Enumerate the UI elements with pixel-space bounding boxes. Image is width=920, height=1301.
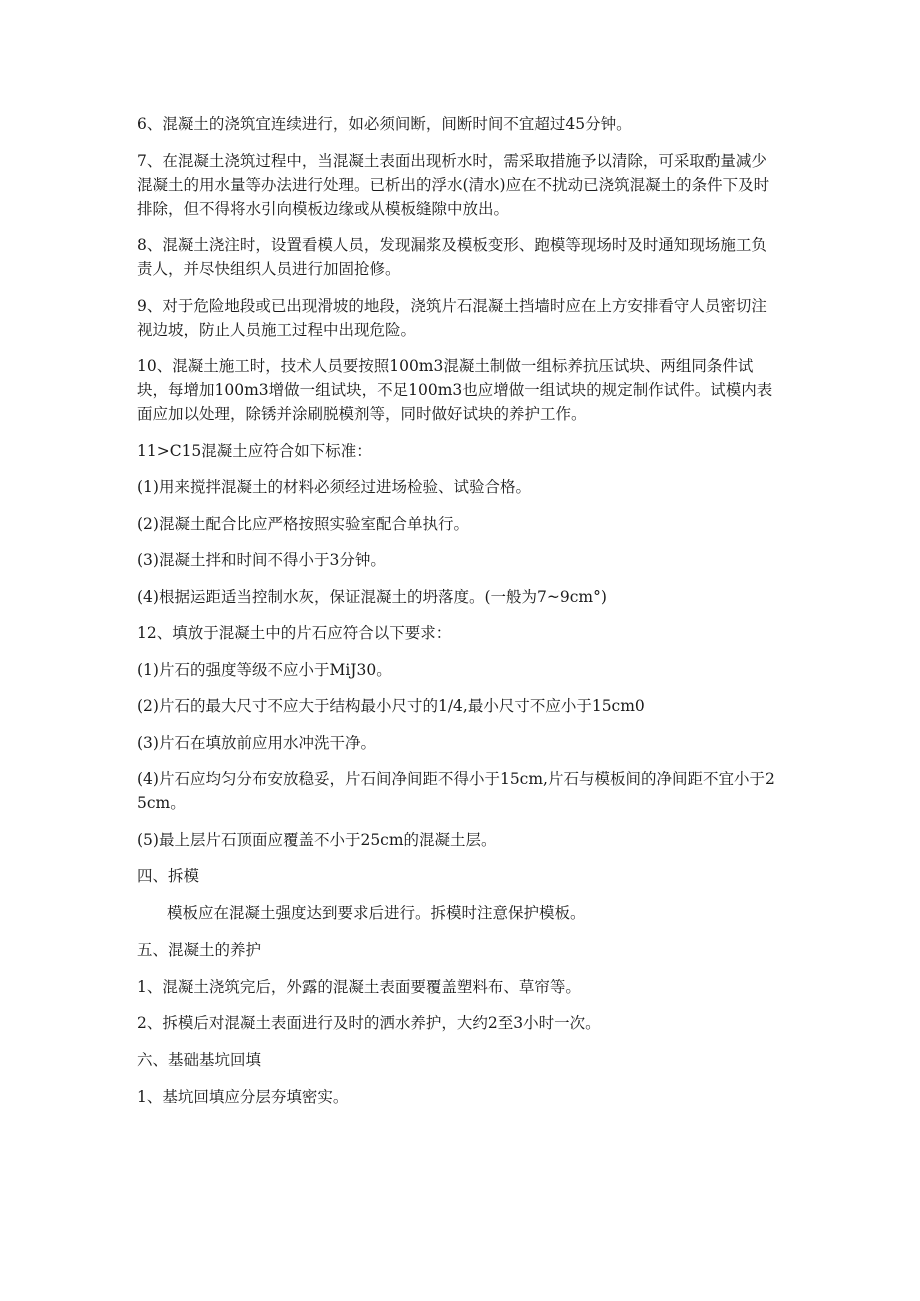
sub-item-11-2: (2)混凝土配合比应严格按照实验室配合单执行。 — [137, 514, 469, 533]
section-heading-foundation-backfill: 六、基础基坑回填 — [137, 1050, 262, 1069]
section-heading-concrete-curing: 五、混凝土的养护 — [137, 940, 262, 959]
sub-item-11-4: (4)根据运距适当控制水灰，保证混凝土的坍落度。(一般为7~9cm°) — [137, 587, 607, 606]
sub-item-12-2: (2)片石的最大尺寸不应大于结构最小尺寸的1/4,最小尺寸不应小于15cm0 — [137, 697, 645, 715]
paragraph-item-11: 11>C15混凝土应符合如下标准： — [137, 441, 372, 460]
sub-item-11-3: (3)混凝土拌和时间不得小于3分钟。 — [137, 551, 386, 569]
sub-item-12-5: (5)最上层片石顶面应覆盖不小于25cm的混凝土层。 — [137, 830, 497, 849]
sub-item-12-3: (3)片石在填放前应用水冲洗干净。 — [137, 733, 376, 752]
backfill-item-1: 1、基坑回填应分层夯填密实。 — [137, 1087, 349, 1106]
document-page — [137, 112, 782, 1121]
paragraph-item-7: 7、在混凝土浇筑过程中，当混凝土表面出现析水时，需采取措施予以清除，可采取酌量减少混凝土的用水量等办法进行处理。已析出的浮水(清水)应在不扰动已浇筑混凝土的条件下及时排除，但不得将水引向模板边缘或从模板缝隙中放出。 — [137, 151, 770, 218]
sub-item-11-1: (1)用来搅拌混凝土的材料必须经过进场检验、试验合格。 — [137, 478, 531, 496]
paragraph-item-9: 9、对于危险地段或已出现滑坡的地段，浇筑片石混凝土挡墙时应在上方安排看守人员密切注视边坡，防止人员施工过程中出现危险。 — [137, 296, 767, 339]
sub-item-12-4: (4)片石应均匀分布安放稳妥，片石间净间距不得小于15cm,片石与模板间的净间距不宜小于25cm。 — [137, 770, 775, 812]
paragraph-item-8: 8、混凝土浇注时，设置看模人员，发现漏浆及模板变形、跑模等现场时及时通知现场施工负责人，并尽快组织人员进行加固抢修。 — [137, 236, 767, 278]
curing-item-2: 2、拆模后对混凝土表面进行及时的洒水养护，大约2至3小时一次。 — [137, 1014, 601, 1032]
paragraph-item-10: 10、混凝土施工时，技术人员要按照100m3混凝土制做一组标养抗压试块、两组同条件试块，每增加100m3增做一组试块，不足100m3也应增做一组试块的规定制作试件。试模内表面应加以处理，除锈并涂刷脱模剂等，同时做好试块的养护工作。 — [137, 357, 773, 423]
curing-item-1: 1、混凝土浇筑完后，外露的混凝土表面要覆盖塑料布、草帘等。 — [137, 977, 581, 996]
paragraph-item-6: 6、混凝土的浇筑宜连续进行，如必须间断，间断时间不宜超过45分钟。 — [137, 115, 632, 133]
section-heading-formwork-removal: 四、拆模 — [137, 867, 200, 885]
paragraph-item-12: 12、填放于混凝土中的片石应符合以下要求： — [137, 624, 452, 642]
formwork-removal-text: 模板应在混凝土强度达到要求后进行。拆模时注意保护模板。 — [167, 904, 586, 922]
sub-item-12-1: (1)片石的强度等级不应小于MiJ30。 — [137, 660, 392, 679]
